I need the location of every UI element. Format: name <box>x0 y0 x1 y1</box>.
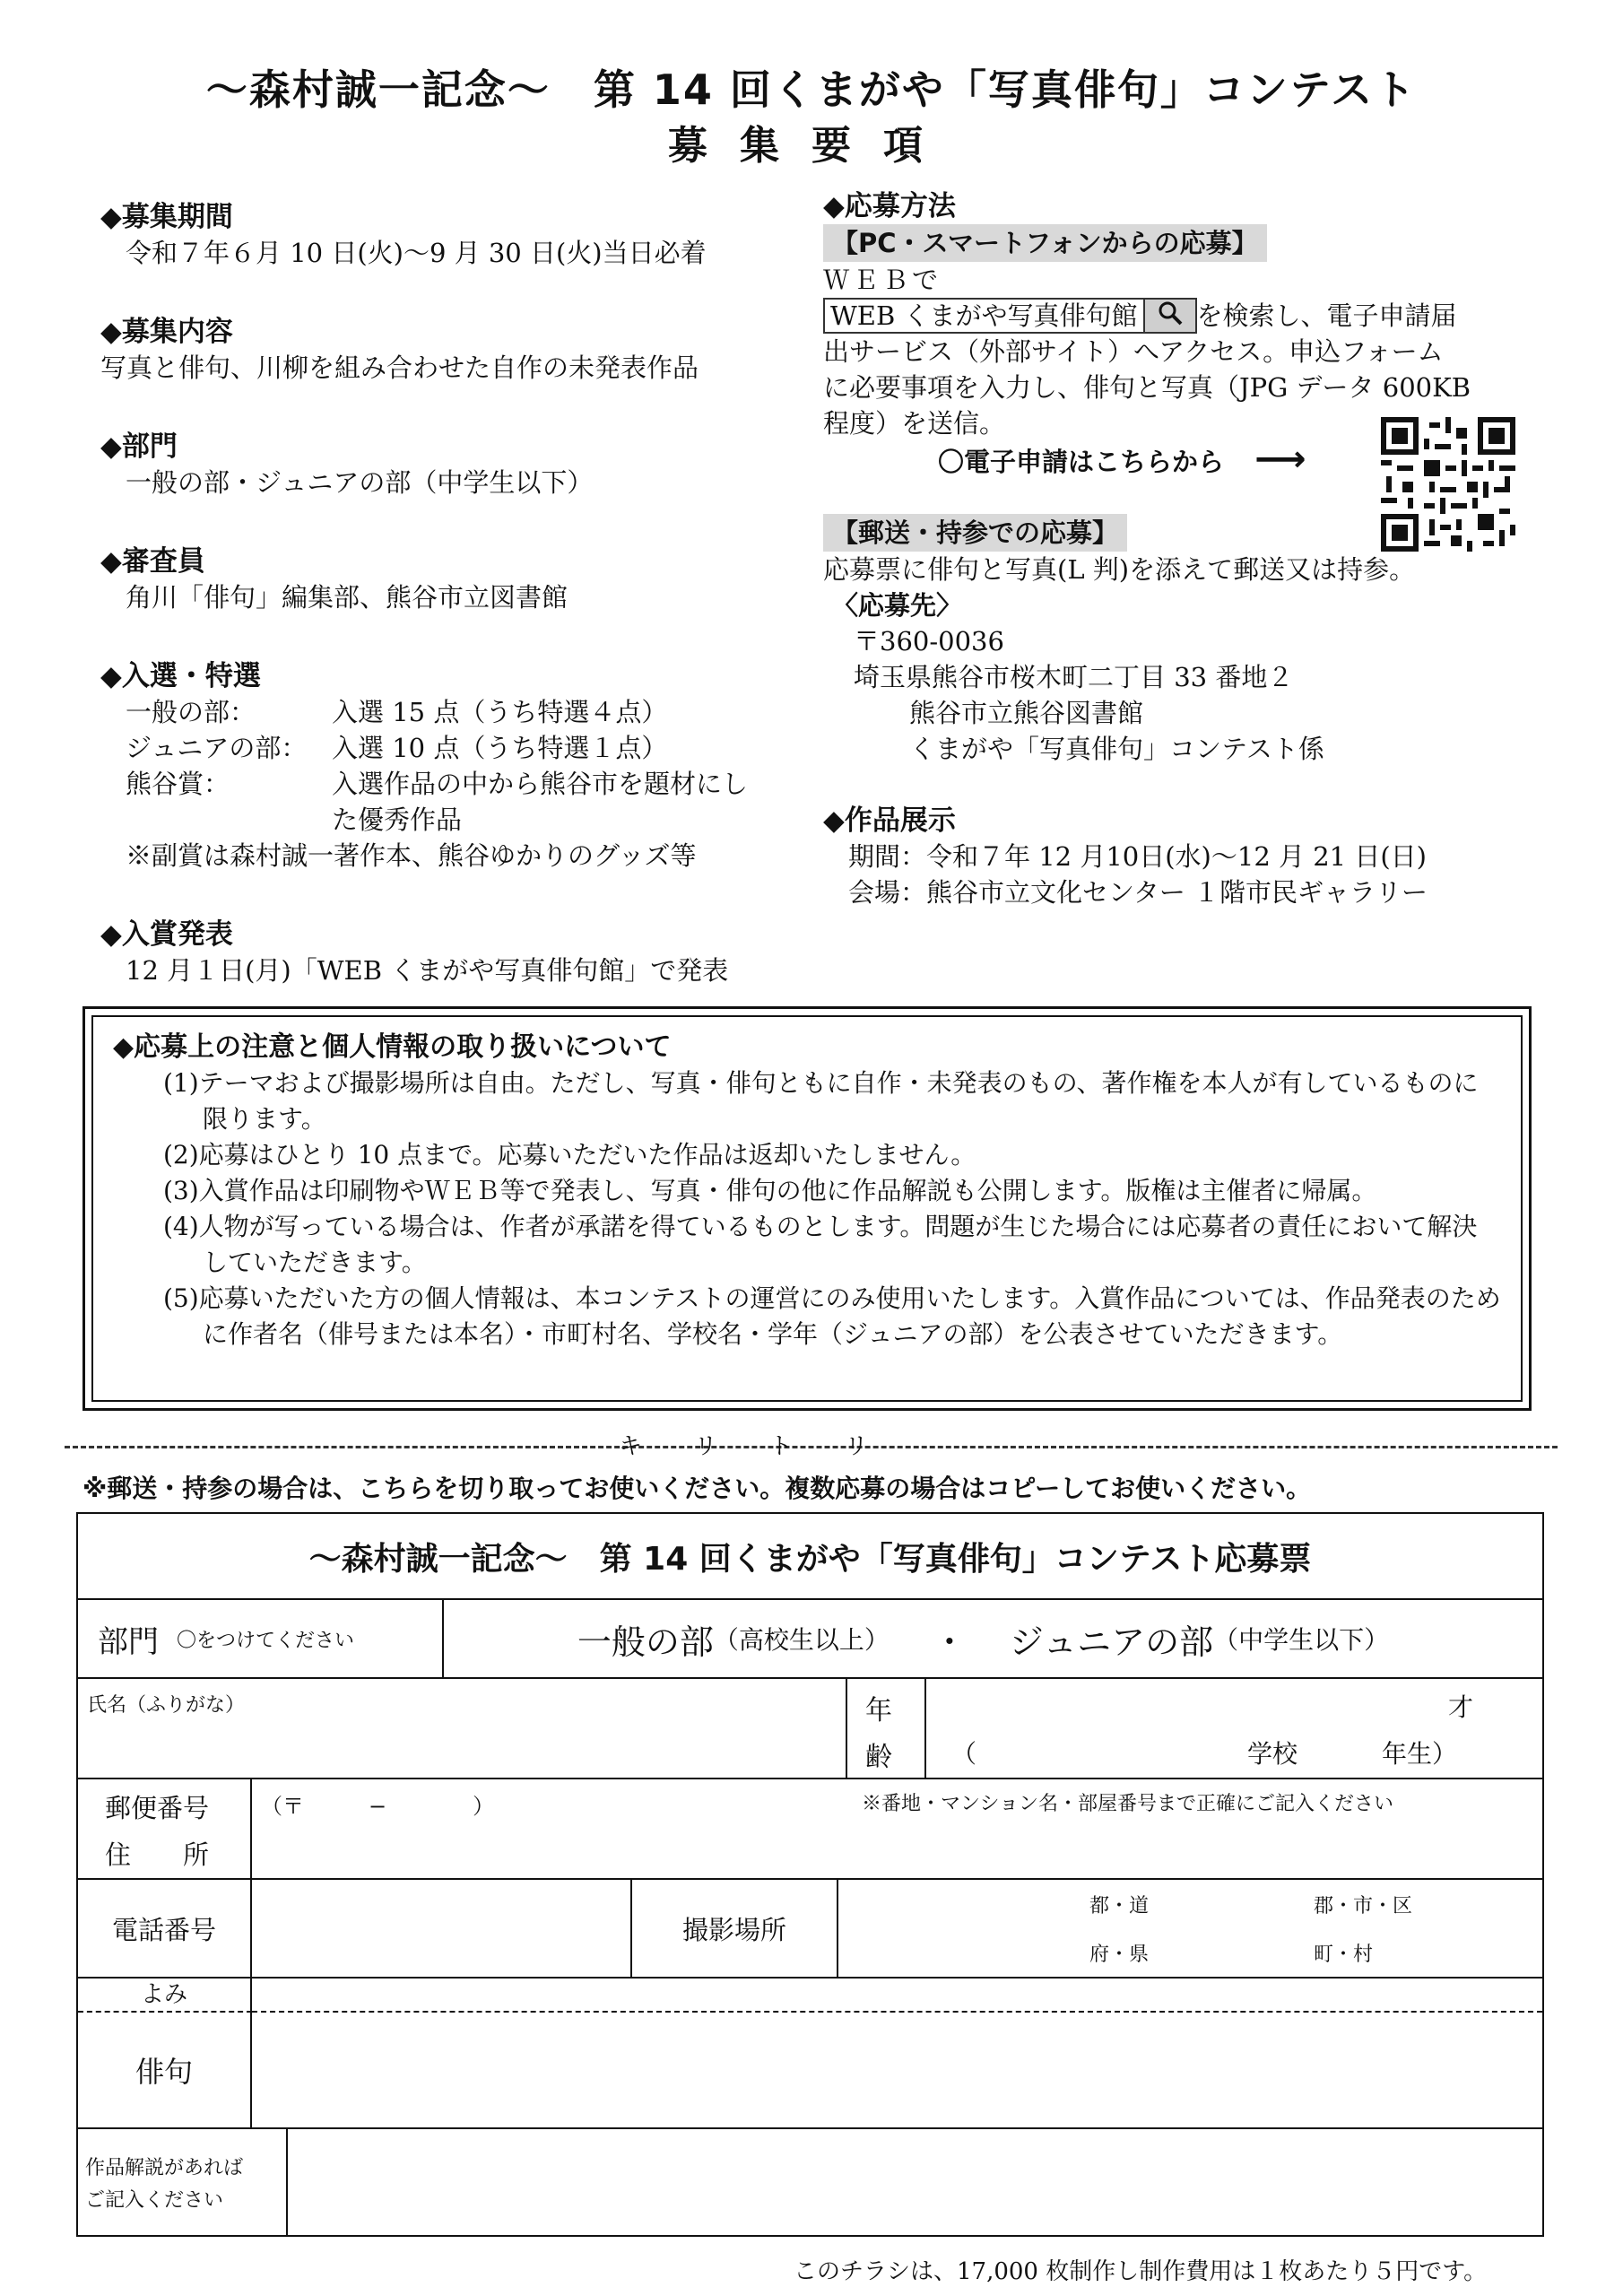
prize-value: 入選作品の中から熊谷市を題材にした優秀作品 <box>332 769 749 835</box>
copy-note: ※郵送・持参の場合は、こちらを切り取ってお使いください。複数応募の場合はコピーしてお使いください。 <box>82 1474 1312 1503</box>
address-field[interactable] <box>252 1779 1542 1880</box>
comment-label-1: 作品解説があれば <box>85 2157 244 2179</box>
city-label-2: 町・村 <box>1314 1944 1374 1966</box>
location-field[interactable] <box>838 1880 1542 1979</box>
period-text: 令和７年６月 10 日(火)〜9 月 30 日(火)当日必着 <box>126 238 707 268</box>
city-label-1: 郡・市・区 <box>1314 1895 1413 1918</box>
entry-form <box>76 1512 1544 2237</box>
section-division <box>100 429 782 500</box>
online-line1: ＷＥＢで <box>823 265 942 295</box>
location-label: 撮影場所 <box>632 1880 838 1979</box>
prize-value: 入選 10 点（うち特選１点） <box>332 733 668 763</box>
online-line3: 出サービス（外部サイト）へアクセス。申込フォーム <box>823 336 1444 367</box>
judges-text: 角川「俳句」編集部、熊谷市立図書館 <box>126 582 568 613</box>
footer-note: このチラシは、17,000 枚制作し制作費用は１枚あたり５円です。 <box>794 2258 1488 2285</box>
announce-text: 12 月１日(月)「WEB くまがや写真俳句館」で発表 <box>126 955 729 986</box>
age-label-cell <box>847 1679 926 1779</box>
comment-field[interactable] <box>288 2129 1542 2235</box>
age-label-1: 年 <box>865 1695 892 1726</box>
qr-code[interactable] <box>1381 417 1515 552</box>
arrow-right-icon: ⟶ <box>1254 439 1306 480</box>
section-prizes <box>100 658 782 874</box>
content-heading: ◆募集内容 <box>100 316 233 348</box>
notice-item: (4)人物が写っている場合は、作者が承諾を得ているものとします。問題が生じた場合には応募者の責任において解決していただきます。 <box>163 1212 1478 1277</box>
section-announce <box>100 917 782 988</box>
prize-label: 一般の部： <box>126 697 256 727</box>
notice-item: (2)応募はひとり 10 点まで。応募いただいた作品は返却いたしません。 <box>163 1140 976 1170</box>
notice-heading: ◆応募上の注意と個人情報の取り扱いについて <box>113 1031 672 1063</box>
announce-heading: ◆入賞発表 <box>100 918 233 951</box>
comment-label-2: ご記入ください <box>85 2189 224 2212</box>
dest-dept: くまがや「写真俳句」コンテスト係 <box>909 734 1324 764</box>
name-field[interactable] <box>78 1679 847 1779</box>
phone-label: 電話番号 <box>78 1880 252 1979</box>
school-open: （ <box>951 1739 977 1769</box>
dest-address: 埼玉県熊谷市桜木町二丁目 33 番地２ <box>854 662 1294 692</box>
name-label: 氏名（ふりがな） <box>87 1694 246 1717</box>
period-heading: ◆募集期間 <box>100 201 233 233</box>
left-column <box>100 199 782 1031</box>
reading-field[interactable] <box>252 1979 1542 2013</box>
dest-org: 熊谷市立熊谷図書館 <box>909 698 1144 728</box>
option-junior-sub: （中学生以下） <box>1213 1625 1390 1655</box>
exhibit-venue: 会場：熊谷市立文化センター １階市民ギャラリー <box>848 877 1428 908</box>
haiku-label: 俳句 <box>78 2013 252 2129</box>
prizes-table <box>100 694 782 838</box>
exhibit-period: 期間：令和７年 12 月10日(水)〜12 月 21 日(日) <box>848 841 1427 872</box>
address-label-cell <box>78 1779 252 1880</box>
school-label: 学校 <box>1247 1739 1298 1769</box>
division-options <box>424 1600 1542 1679</box>
prize-value: 入選 15 点（うち特選４点） <box>332 697 668 727</box>
cut-label: キリトリ <box>619 1433 921 1460</box>
prizes-heading: ◆入選・特選 <box>100 660 261 692</box>
postal-code: 〒360-0036 <box>854 626 1004 657</box>
comment-label-cell <box>78 2129 288 2235</box>
postal-label: 郵便番号 <box>105 1793 210 1823</box>
search-icon[interactable] <box>1145 298 1197 334</box>
search-box[interactable]: WEB くまがや写真俳句館 <box>823 298 1145 334</box>
method-heading: ◆応募方法 <box>823 190 956 222</box>
grade-label: 年生） <box>1382 1739 1458 1769</box>
notice-box <box>82 1006 1532 1411</box>
pref-label-1: 都・道 <box>1089 1895 1150 1918</box>
section-judges <box>100 544 782 615</box>
age-unit: 才 <box>1448 1692 1474 1722</box>
prizes-note: ※副賞は森村誠一著作本、熊谷ゆかりのグッズ等 <box>126 840 697 871</box>
online-tag: 【PC・スマートフォンからの応募】 <box>823 224 1267 262</box>
division-heading: ◆部門 <box>100 430 178 463</box>
option-general-sub: （高校生以上） <box>713 1625 890 1655</box>
section-content <box>100 314 782 386</box>
age-label-2: 齢 <box>865 1742 892 1773</box>
pref-label-2: 府・県 <box>1089 1944 1150 1966</box>
online-line2-text: を検索し、電子申請届 <box>1196 300 1457 331</box>
page-title: 〜森村誠一記念〜 第 14 回くまがや「写真俳句」コンテスト <box>205 65 1418 114</box>
address-note: ※番地・マンション名・部屋番号まで正確にご記入ください <box>862 1793 1394 1815</box>
exhibit-heading: ◆作品展示 <box>823 804 956 837</box>
division-hint: 〇をつけてください <box>177 1629 355 1652</box>
separator-dot: ・ <box>932 1622 967 1662</box>
online-line5: 程度）を送信。 <box>823 408 1006 439</box>
content-text: 写真と俳句、川柳を組み合わせた自作の未発表作品 <box>100 352 699 383</box>
notice-item: (3)入賞作品は印刷物やＷＥＢ等で発表し、写真・俳句の他に作品解説も公開します。版権は主催者に帰属。 <box>163 1176 1377 1205</box>
division-label: 部門 <box>98 1623 159 1660</box>
dest-heading: 〈応募先〉 <box>832 590 963 621</box>
mail-tag: 【郵送・持参での応募】 <box>823 514 1127 552</box>
online-line4: に必要事項を入力し、俳句と写真（JPG データ 600KB <box>823 372 1471 403</box>
haiku-field[interactable] <box>252 2013 1542 2129</box>
judges-heading: ◆審査員 <box>100 545 205 578</box>
section-period <box>100 199 782 271</box>
option-general[interactable]: 一般の部 <box>577 1622 714 1662</box>
page-subtitle: 募集要項 <box>668 123 955 169</box>
online-line2 <box>823 298 1523 334</box>
mail-text: 応募票に俳句と写真(L 判)を添えて郵送又は持参。 <box>823 554 1416 585</box>
address-label: 住 所 <box>105 1839 210 1870</box>
prize-label: 熊谷賞： <box>126 769 230 799</box>
phone-field[interactable] <box>252 1880 632 1979</box>
online-cta[interactable]: 〇電子申請はこちらから <box>938 447 1225 477</box>
form-title: 〜森村誠一記念〜 第 14 回くまがや「写真俳句」コンテスト応募票 <box>78 1514 1542 1600</box>
postal-placeholder: （〒 − ） <box>261 1794 495 1819</box>
option-junior[interactable]: ジュニアの部 <box>1009 1622 1214 1662</box>
prize-label: ジュニアの部： <box>126 733 308 763</box>
age-field[interactable] <box>926 1679 1542 1779</box>
reading-label: よみ <box>78 1979 252 2013</box>
notice-item: (1)テーマおよび撮影場所は自由。ただし、写真・俳句ともに自作・未発表のもの、著作権を本人が有しているものに限ります。 <box>163 1068 1479 1134</box>
notice-item: (5)応募いただいた方の個人情報は、本コンテストの運営にのみ使用いたします。入賞作品については、作品発表のために作者名（俳号または本名）・市町村名、学校名・学年（ジュニアの部）を公表させていただきます。 <box>163 1283 1501 1349</box>
division-text: 一般の部・ジュニアの部（中学生以下） <box>126 467 594 498</box>
division-label-cell <box>78 1600 444 1679</box>
